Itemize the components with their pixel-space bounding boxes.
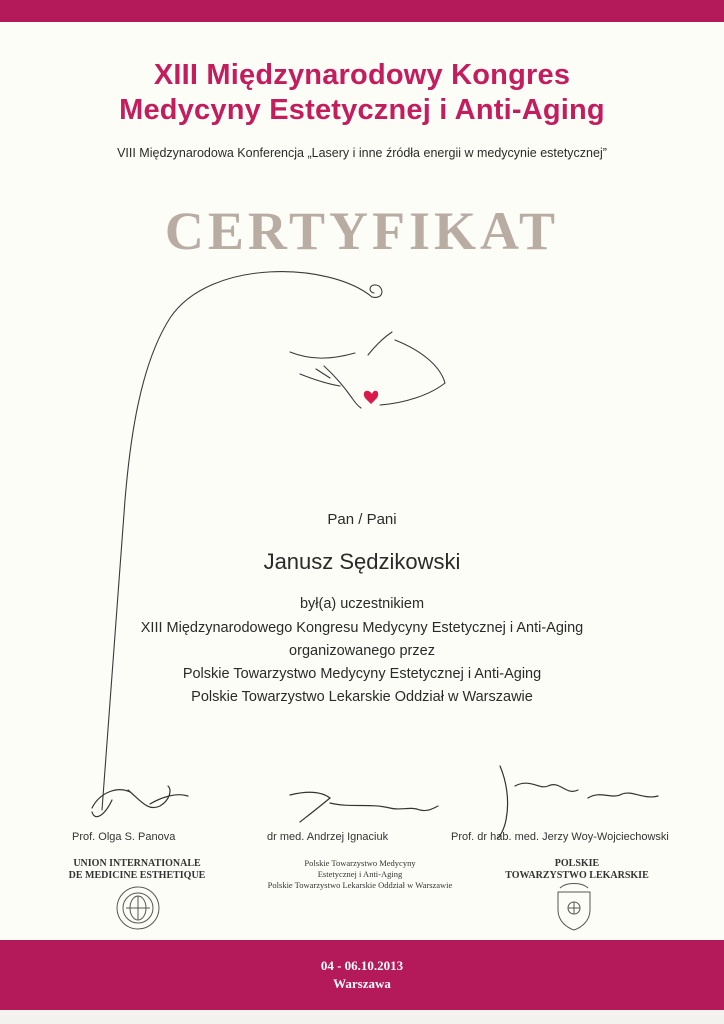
organizer-1-line: Polskie Towarzystwo Medycyny Estetycznej i Anti-Aging <box>182 666 542 682</box>
participation-line: był(a) uczestnikiem <box>299 596 425 612</box>
org-uime-line1: UNION INTERNATIONALE <box>73 858 201 869</box>
congress-name-line: XIII Międzynarodowego Kongresu Medycyny Estetycznej i Anti-Aging <box>140 620 584 636</box>
org-ptmea-line2: Estetycznej i Anti-Aging <box>317 869 403 879</box>
salutation: Pan / Pani <box>327 511 397 528</box>
org-ptl-line1: POLSKIE <box>554 858 600 869</box>
ptl-emblem-icon <box>558 884 590 931</box>
paper-bottom-edge <box>0 1010 724 1024</box>
signatory-1-name: Prof. Olga S. Panova <box>72 831 176 843</box>
org-ptmea-line3: Polskie Towarzystwo Lekarskie Oddział w Warszawie <box>267 880 453 890</box>
uime-emblem-icon <box>117 887 159 929</box>
signatory-2-name: dr med. Andrzej Ignaciuk <box>267 831 389 843</box>
organizer-2-line: Polskie Towarzystwo Lekarskie Oddział w Warszawie <box>191 689 533 705</box>
recipient-name: Janusz Sędzikowski <box>263 549 461 574</box>
org-ptl-line2: TOWARZYSTWO LEKARSKIE <box>505 870 649 881</box>
bottom-color-band <box>0 940 724 1010</box>
conference-subtitle: VIII Międzynarodowa Konferencja „Lasery i inne źródła energii w medycynie estetycznej” <box>117 146 607 160</box>
congress-title-line1: XIII Międzynarodowy Kongres <box>153 59 571 91</box>
signatory-3-name: Prof. dr hab. med. Jerzy Woy-Wojciechowski <box>451 831 669 843</box>
event-city: Warszawa <box>333 976 391 991</box>
event-dates: 04 - 06.10.2013 <box>320 958 404 973</box>
org-uime-line2: DE MEDICINE ESTHETIQUE <box>68 870 206 881</box>
certificate-heading: CERTYFIKAT <box>164 201 560 261</box>
organized-by-line: organizowanego przez <box>289 643 435 659</box>
congress-title-line2: Medycyny Estetycznej i Anti-Aging <box>119 94 605 126</box>
org-ptmea-line1: Polskie Towarzystwo Medycyny <box>304 858 416 868</box>
